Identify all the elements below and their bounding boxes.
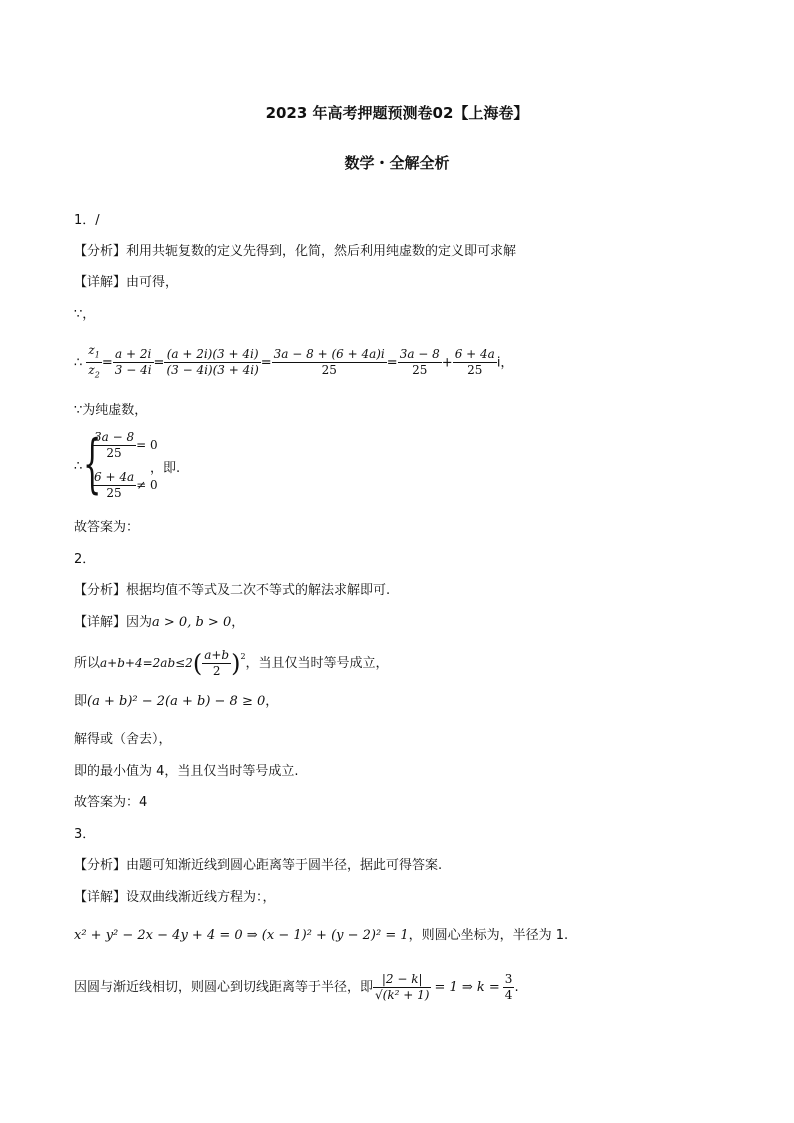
q2-answer: 故答案为：4 bbox=[74, 795, 148, 810]
system-eq-2: $\frac{6 + 4a}{25}$ ≠ 0 bbox=[94, 470, 158, 500]
right-paren: ) bbox=[231, 649, 241, 678]
system-after: ，即. bbox=[150, 461, 181, 476]
q2-detail: 【详解】因为a > 0, b > 0， bbox=[74, 615, 245, 630]
q3-tangent: 因圆与渐近线相切，则圆心到切线距离等于半径，即 $\frac{|2 - k|}{\text{√(k² + 1)}}$ = 1 ⇒ k = $\frac{3}{4}$ . bbox=[74, 972, 519, 1002]
q3-analysis: 【分析】由题可知渐近线到圆心距离等于圆半径，据此可得答案. bbox=[74, 858, 443, 873]
q1-pure-imaginary: ∵为纯虚数， bbox=[74, 403, 148, 418]
fraction-2: $\frac{(a + 2i)(3 + 4i)}{(3 - 4i)(3 + 4i)}$ bbox=[166, 347, 259, 378]
fraction-1: $\frac{a + 2i}{3 - 4i}$ bbox=[114, 347, 152, 378]
q2-number: 2． bbox=[74, 552, 96, 567]
fraction-3: $\frac{3a - 8 + (6 + 4a)i}{25}$ bbox=[273, 347, 385, 378]
fraction-4: $\frac{3a - 8}{25}$ bbox=[399, 347, 440, 378]
z2: z bbox=[88, 363, 95, 378]
exam-title: 2023 年高考押题预测卷02【上海卷】 bbox=[265, 104, 529, 122]
k-fraction: $\frac{3}{4}$ bbox=[504, 972, 513, 1002]
exam-subtitle: 数学・全解全析 bbox=[344, 154, 450, 172]
z1-sub: 1 bbox=[94, 350, 100, 360]
q3-number: 3． bbox=[74, 827, 96, 842]
left-brace: { bbox=[83, 427, 102, 501]
therefore-symbol-2: ∴ bbox=[74, 459, 83, 474]
q1-number: 1．/ bbox=[74, 213, 100, 228]
z2-sub: 2 bbox=[94, 370, 100, 380]
q1-because: ∵， bbox=[74, 307, 96, 322]
q2-minimum: 即的最小值为 4，当且仅当时等号成立. bbox=[74, 764, 299, 779]
fraction-5: $\frac{6 + 4a}{25}$ bbox=[454, 347, 495, 378]
q2-quadratic: 即(a + b)² − 2(a + b) − 8 ≥ 0， bbox=[74, 694, 279, 709]
q2-solve: 解得或（舍去）， bbox=[74, 732, 172, 747]
q1-answer: 故答案为： bbox=[74, 520, 140, 535]
q3-detail: 【详解】设双曲线渐近线方程为：， bbox=[74, 890, 276, 905]
q3-circle: x² + y² − 2x − 4y + 4 = 0 ⇒ (x − 1)² + (y − 2)² = 1，则圆心坐标为，半径为 1. bbox=[74, 928, 569, 943]
q1-analysis: 【分析】利用共轭复数的定义先得到，化简，然后利用纯虚数的定义即可求解 bbox=[74, 244, 517, 259]
q1-detail: 【详解】由可得， bbox=[74, 275, 179, 290]
therefore-symbol: ∴ bbox=[74, 355, 83, 371]
z1: z bbox=[88, 343, 95, 357]
left-paren: ( bbox=[192, 649, 203, 678]
distance-fraction: $\frac{|2 - k|}{\text{√(k² + 1)}}$ bbox=[375, 972, 430, 1002]
q1-system bbox=[74, 427, 374, 506]
ab-over-2: $\frac{a+b}{2}$ bbox=[204, 648, 230, 678]
q1-equation: ∴ $\frac{z_1}{z_2}$ = $\frac{a + 2i}{3 - 4i}$ = $\frac{(a + 2i)(3 + 4i)}{(3 - 4i)(3 + 4i)}$ = $\frac{3a - 8 + (6 + 4a)i}{25}$ = $\frac{3a - 8}{25}$ + $\frac{6 + 4a}{25}$ i， bbox=[74, 343, 513, 383]
q2-inequality-line: 所以a+b+4=2ab≤2( $\frac{a+b}{2}$ )$^2$，当且仅当时等号成立， bbox=[74, 648, 389, 678]
z-ratio bbox=[86, 343, 101, 383]
system-eq-1: $\frac{3a - 8}{25}$ = 0 bbox=[94, 430, 158, 460]
q2-analysis: 【分析】根据均值不等式及二次不等式的解法求解即可. bbox=[74, 583, 391, 598]
equation-tail: i， bbox=[496, 355, 514, 371]
